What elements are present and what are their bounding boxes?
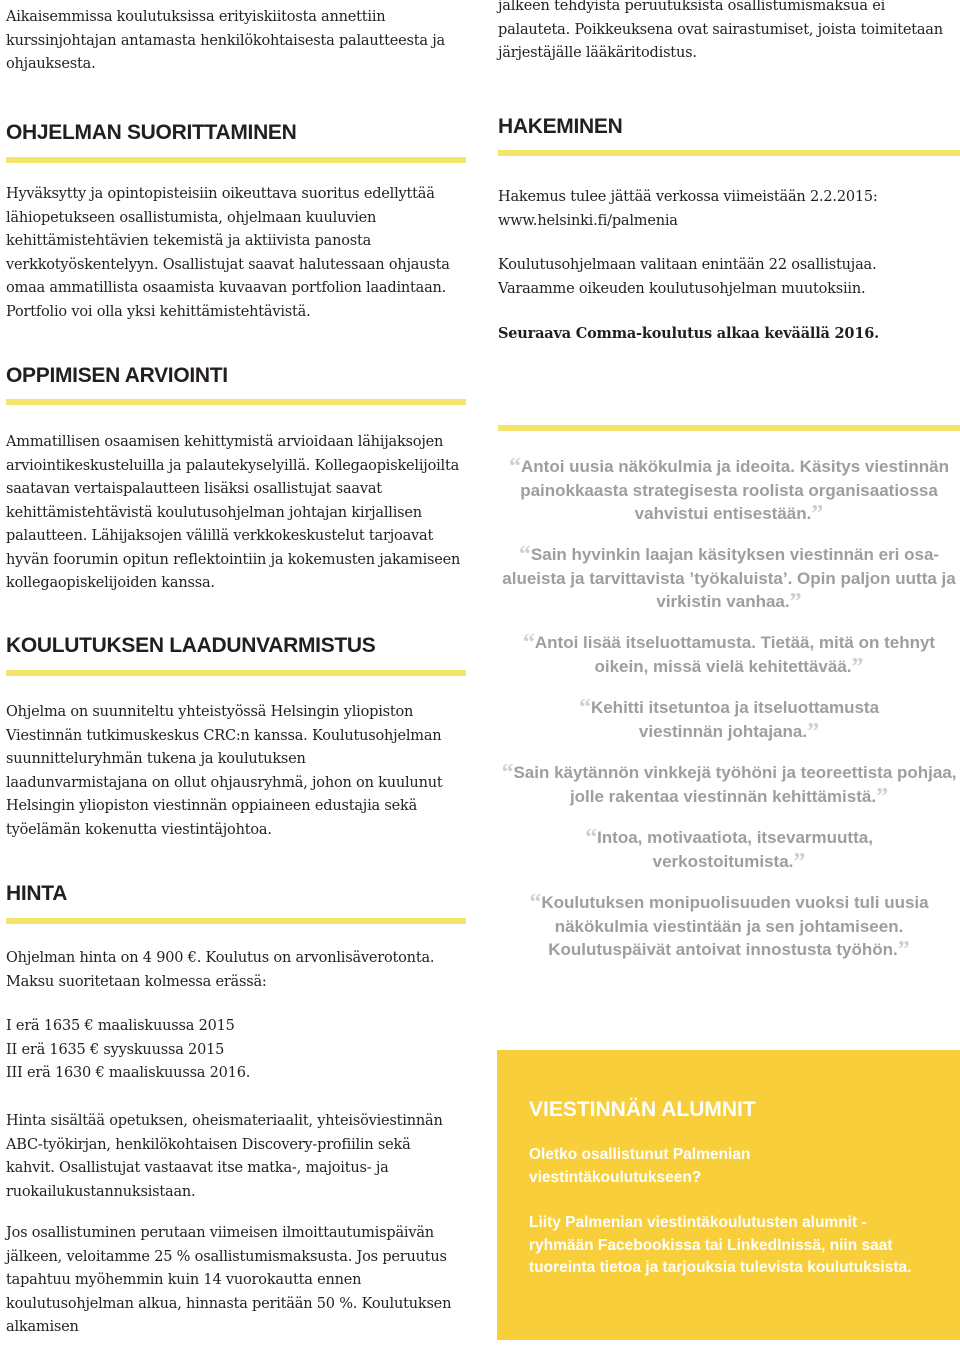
open-quote-icon: “ — [509, 454, 522, 480]
open-quote-icon: “ — [522, 630, 535, 656]
quote-text: Antoi lisää itseluottamusta. Tietää, mitä on tehnyt oikein, missä vielä kehitettävää. — [534, 633, 936, 676]
quote-text: Sain hyvinkin laajan käsityksen viestinnän eri osa-alueista ja tarvittavista ’työkaluista’. Opin paljon uutta ja virkistin vanhaa. — [502, 545, 956, 611]
application-link[interactable]: www.helsinki.fi/palmenia — [498, 212, 678, 229]
quotes-rule — [498, 425, 960, 431]
installment-2: II erä 1635 € syyskuussa 2015 — [6, 1041, 225, 1058]
quote-text: Sain käytännön vinkkejä työhöni ja teoreettista pohjaa, jolle rakentaa viestinnän kehittämistä. — [513, 763, 957, 806]
quote-7 — [500, 891, 958, 962]
quote-6 — [500, 826, 958, 874]
hakeminen-rule — [498, 150, 960, 156]
suorittaminen-rule — [6, 157, 466, 163]
next-course-line: Seuraava Comma-koulutus alkaa keväällä 2016. — [498, 325, 879, 342]
quote-3 — [500, 631, 958, 679]
suorittaminen-heading: OHJELMAN SUORITTAMINEN — [6, 121, 297, 144]
quote-5 — [500, 761, 958, 809]
close-quote-icon: ” — [811, 501, 824, 527]
quotes-list — [500, 455, 958, 962]
quote-text: Antoi uusia näkökulmia ja ideoita. Käsitys viestinnän painokkaasta strategisesta roolista organisaatiossa vahvistui entisestään. — [520, 457, 949, 523]
quote-4 — [500, 696, 958, 744]
quote-2 — [500, 543, 958, 614]
close-quote-icon: ” — [789, 589, 802, 615]
suorittaminen-text: Hyväksytty ja opintopisteisiin oikeuttava suoritus edellyttää lähiopetukseen osallistumista, ohjelmaan kuuluvien kehittämistehtävien tekemistä ja aktiivista panosta verkkotyöskentelyyn. Osallistujat saavat halutessaan ohjausta omaa ammatillista osaamista kuvaavan portfolion laadintaan. Portfolio voi olla yksi kehittämistehtävistä. — [6, 186, 450, 320]
open-quote-icon: “ — [578, 695, 591, 721]
close-quote-icon: ” — [793, 849, 806, 875]
deadline-line: Hakemus tulee jättää verkossa viimeistään 2.2.2015: — [498, 189, 878, 205]
cancellation-continuation: jälkeen tehdyistä peruutuksista osallistumismaksua ei palauteta. Poikkeuksena ovat sairastumiset, joista toimitetaan järjestäjälle lääkäritodistus. — [498, 0, 943, 61]
hinta-cancellation: Jos osallistuminen perutaan viimeisen ilmoittautumispäivän jälkeen, veloitamme 25 % osallistumismaksusta. Jos peruutus tapahtuu myöhemmin kuin 14 vuorokautta ennen koulutusohjelman alkua, hinnasta peritään 50 %. Koulutuksen alkamisen — [6, 1225, 452, 1335]
intro-continuation: Aikaisemmissa koulutuksissa erityiskiitosta annettiin kurssinjohtajan antamasta henkilökohtaisesta palautteesta ja ohjauksesta. — [6, 9, 445, 72]
open-quote-icon: “ — [518, 542, 531, 568]
close-quote-icon: ” — [876, 784, 889, 810]
quote-text: Intoa, motivaatiota, itsevarmuutta, verkostoitumista. — [597, 828, 873, 871]
rights-line: Varaamme oikeuden koulutusohjelman muutoksiin. — [498, 280, 866, 297]
alumni-question: Oletko osallistunut Palmenian viestintäkoulutukseen? — [529, 1146, 751, 1186]
hinta-heading: HINTA — [6, 882, 68, 905]
close-quote-icon: ” — [807, 719, 820, 745]
alumni-invite: Liity Palmenian viestintäkoulutusten alumnit -ryhmään Facebookissa tai LinkedInissä, niin saat tuoreinta tietoa ja tarjouksia tulevista koulutuksista. — [529, 1214, 912, 1276]
open-quote-icon: “ — [501, 760, 514, 786]
alumni-box — [497, 1050, 960, 1340]
close-quote-icon: ” — [851, 654, 864, 680]
close-quote-icon: ” — [897, 937, 910, 963]
installment-3: III erä 1630 € maaliskuussa 2016. — [6, 1065, 251, 1081]
hakeminen-block — [498, 186, 953, 346]
open-quote-icon: “ — [585, 825, 598, 851]
alumni-heading: VIESTINNÄN ALUMNIT — [529, 1098, 756, 1121]
hinta-rule — [6, 918, 466, 924]
arviointi-text: Ammatillisen osaamisen kehittymistä arvioidaan lähijaksojen arviointikeskusteluilla ja palautekyselyillä. Kollegaopiskelijoilta saatavan vertaispalautteen lisäksi osallistujat saavat kehittämistehtävistä koulutusohjelman johtajan kirjallisen palautteen. Lähijaksojen välillä verkkokeskustelut tarjoavat hyvän foorumin opitun reflektointiin ja kokemusten jakamiseen kollegaopiskelijoiden kanssa. — [6, 434, 461, 591]
arviointi-rule — [6, 399, 466, 405]
hakeminen-heading: HAKEMINEN — [498, 115, 623, 138]
laadunvarmistus-text: Ohjelma on suunniteltu yhteistyössä Helsingin yliopiston Viestinnän tutkimuskeskus CRC:n kanssa. Koulutusohjelman suunnitteluryhmän tukena ja koulutuksen laadunvarmistajana on ollut ohjausryhmä, johon on kuulunut Helsingin yliopiston viestinnän oppiaineen edustajia sekä työelämän kokenutta viestintäjohtoa. — [6, 704, 443, 838]
open-quote-icon: “ — [529, 890, 542, 916]
arviointi-heading: OPPIMISEN ARVIOINTI — [6, 364, 228, 387]
laadunvarmistus-rule — [6, 670, 466, 676]
laadunvarmistus-heading: KOULUTUKSEN LAADUNVARMISTUS — [6, 634, 376, 657]
hinta-intro: Ohjelman hinta on 4 900 €. Koulutus on arvonlisäverotonta. Maksu suoritetaan kolmessa erässä: — [6, 950, 435, 990]
hinta-includes: Hinta sisältää opetuksen, oheismateriaalit, yhteisöviestinnän ABC-työkirjan, henkilökohtaisen Discovery-profiilin sekä kahvit. Osallistujat vastaavat itse matka-, majoitus- ja ruokailukustannuksistaan. — [6, 1113, 443, 1200]
quote-text: Koulutuksen monipuolisuuden vuoksi tuli uusia näkökulmia viestintään ja sen johtamiseen. Koulutuspäivät antoivat innostusta työhön. — [541, 893, 929, 959]
quote-1 — [500, 455, 958, 526]
installment-list — [6, 1015, 446, 1086]
quote-text: Kehitti itsetuntoa ja itseluottamusta viestinnän johtajana. — [590, 698, 880, 741]
participants-line: Koulutusohjelmaan valitaan enintään 22 osallistujaa. — [498, 257, 877, 273]
installment-1: I erä 1635 € maaliskuussa 2015 — [6, 1018, 235, 1034]
